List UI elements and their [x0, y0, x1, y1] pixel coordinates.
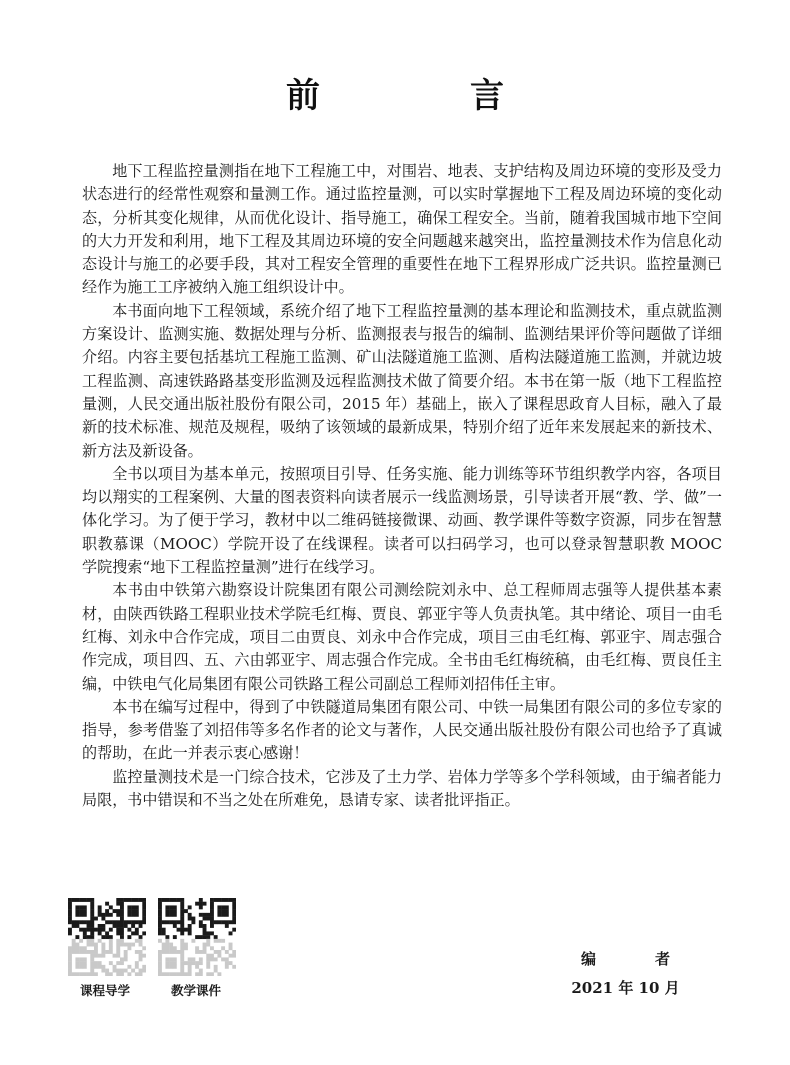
paragraph-3: 全书以项目为基本单元，按照项目引导、任务实施、能力训练等环节组织教学内容，各项目均以翔实的工程案例、大量的图表资料向读者展示一线监测场景，引导读者开展“教、学、做”一体化学习。为了便于学习，教材中以二维码链接微课、动画、教学课件等数字资源，同步在智慧职教慕课（MOOC）学院开设了在线课程。读者可以扫码学习，也可以登录智慧职教 MOOC 学院搜索“地下工程监控量测”进行在线学习。 [82, 464, 722, 577]
qr-label-courseware: 教学课件 [171, 983, 222, 998]
paragraph-1: 地下工程监控量测指在地下工程施工中，对围岩、地表、支护结构及周边环境的变形及受力状态进行的经常性观察和量测工作。通过监控量测，可以实时掌握地下工程及周边环境的变化动态，分析其变化规律，从而优化设计、指导施工，确保工程安全。当前，随着我国城市地下空间的大力开发和利用，地下工程及其周边环境的安全问题越来越突出，监控量测技术作为信息化动态设计与施工的必要手段，其对工程安全管理的重要性在地下工程界形成广泛共识。监控量测已经作为施工工序被纳入施工组织设计中。 [82, 162, 722, 297]
qr-block-courseware [158, 898, 236, 976]
preface-body [82, 160, 722, 812]
signature-block [559, 948, 692, 998]
paragraph-6: 监控量测技术是一门综合技术，它涉及了土力学、岩体力学等多个学科领域，由于编者能力局限，书中错误和不当之处在所难免，恳请专家、读者批评指正。 [82, 767, 722, 810]
qr-label-guide: 课程导学 [80, 983, 131, 998]
signature-date: 2021 年 10 月 [571, 979, 680, 997]
author-signature: 编 者 [580, 950, 692, 968]
page-title: 前 言 [286, 76, 562, 116]
qr-code-icon[interactable] [68, 898, 146, 976]
qr-code-icon[interactable] [158, 898, 236, 976]
paragraph-2: 本书面向地下工程领域，系统介绍了地下工程监控量测的基本理论和监测技术，重点就监测方案设计、监测实施、数据处理与分析、监测报表与报告的编制、监测结果评价等问题做了详细介绍。内容主要包括基坑工程施工监测、矿山法隧道施工监测、盾构法隧道施工监测，并就边坡工程监测、高速铁路路基变形监测及远程监测技术做了简要介绍。本书在第一版（地下工程监控量测，人民交通出版社股份有限公司，2015 年）基础上，嵌入了课程思政育人目标，融入了最新的技术标准、规范及规程，吸纳了该领域的最新成果，特别介绍了近年来发展起来的新技术、新方法及新设备。 [82, 301, 722, 460]
paragraph-4: 本书由中铁第六勘察设计院集团有限公司测绘院刘永中、总工程师周志强等人提供基本素材，由陕西铁路工程职业技术学院毛红梅、贾良、郭亚宇等人负责执笔。其中绪论、项目一由毛红梅、刘永中合作完成，项目二由贾良、刘永中合作完成，项目三由毛红梅、郭亚宇、周志强合作完成，项目四、五、六由郭亚宇、周志强合作完成。全书由毛红梅统稿，由毛红梅、贾良任主编，中铁电气化局集团有限公司铁路工程公司副总工程师刘招伟任主审。 [82, 581, 722, 693]
paragraph-5: 本书在编写过程中，得到了中铁隧道局集团有限公司、中铁一局集团有限公司的多位专家的指导，参考借鉴了刘招伟等多名作者的论文与著作，人民交通出版社股份有限公司也给予了真诚的帮助，在此一并表示衷心感谢！ [82, 697, 722, 763]
qr-block-guide [68, 898, 146, 976]
